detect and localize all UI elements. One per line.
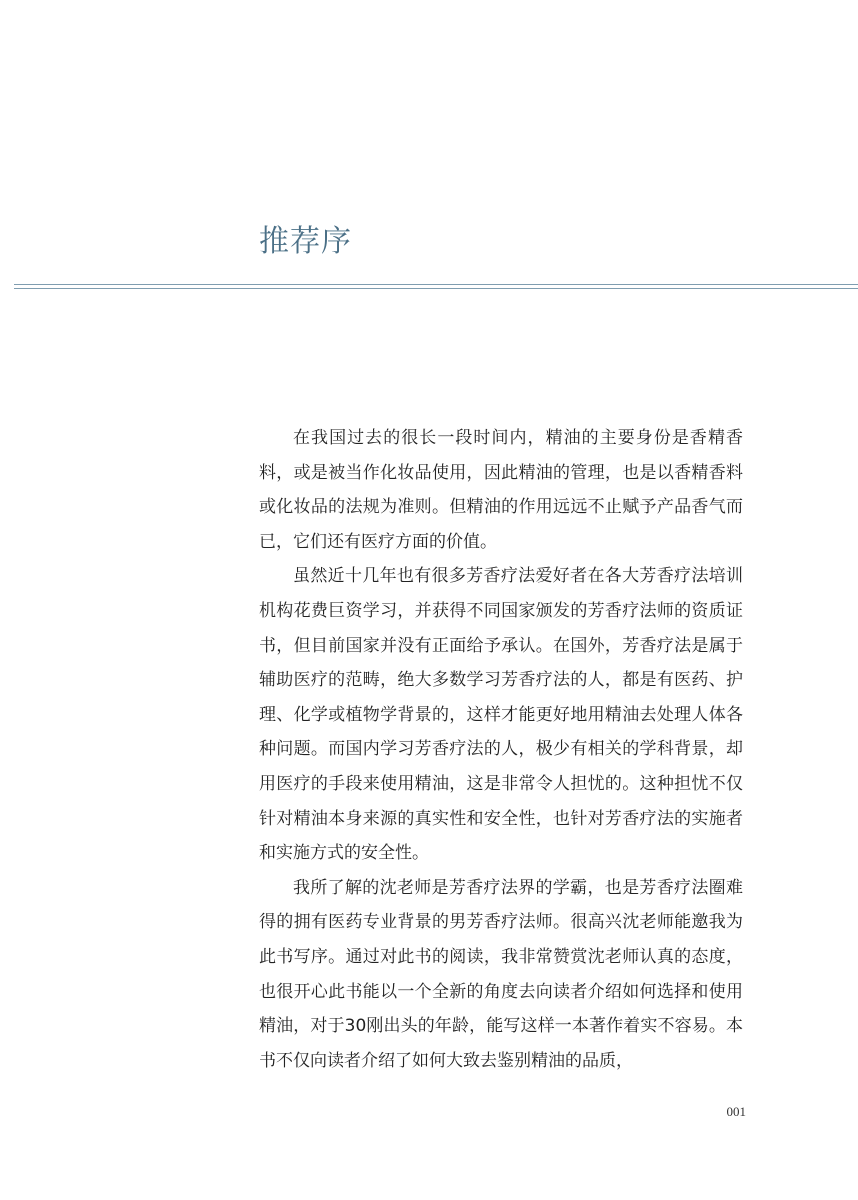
body-text	[259, 421, 743, 1078]
header-rule-top	[14, 284, 858, 285]
chapter-title: 推荐序	[259, 224, 352, 259]
page-number: 001	[726, 1104, 746, 1119]
paragraph-2: 虽然近十几年也有很多芳香疗法爱好者在各大芳香疗法培训机构花费巨资学习，并获得不同国家颁发的芳香疗法师的资质证书，但目前国家并没有正面给予承认。在国外，芳香疗法是属于辅助医疗的范畴，绝大多数学习芳香疗法的人，都是有医药、护理、化学或植物学背景的，这样才能更好地用精油去处理人体各种问题。而国内学习芳香疗法的人，极少有相关的学科背景，却用医疗的手段来使用精油，这是非常令人担忧的。这种担忧不仅针对精油本身来源的真实性和安全性，也针对芳香疗法的实施者和实施方式的安全性。	[259, 566, 743, 864]
header-rule-bottom	[14, 288, 858, 289]
paragraph-3: 我所了解的沈老师是芳香疗法界的学霸，也是芳香疗法圈难得的拥有医药专业背景的男芳香疗法师。很高兴沈老师能邀我为此书写序。通过对此书的阅读，我非常赞赏沈老师认真的态度，也很开心此书能以一个全新的角度去向读者介绍如何选择和使用精油，对于30刚出头的年龄，能写这样一本著作着实不容易。本书不仅向读者介绍了如何大致去鉴别精油的品质，	[259, 877, 743, 1071]
paragraph-1: 在我国过去的很长一段时间内，精油的主要身份是香精香料，或是被当作化妆品使用，因此精油的管理，也是以香精香料或化妆品的法规为准则。但精油的作用远远不止赋予产品香气而已，它们还有医疗方面的价值。	[259, 428, 743, 552]
